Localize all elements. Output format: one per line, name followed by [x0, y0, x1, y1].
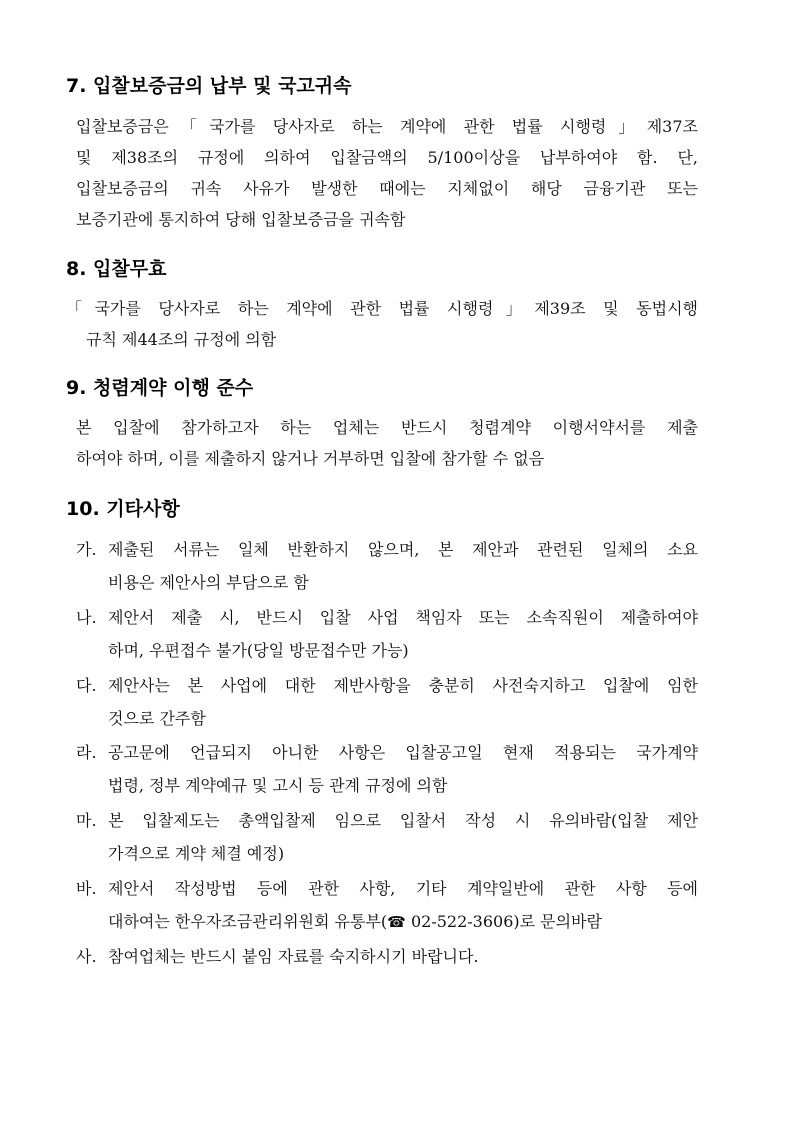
section-8-body [66, 293, 698, 355]
list-item [76, 669, 698, 735]
section-10-title: 10. 기타사항 [66, 498, 180, 520]
section-7-line: 및 제38조의 규정에 의하여 입찰금액의 5/100이상을 납부하여야 함. 단, [76, 148, 698, 167]
section-7-line: 입찰보증금의 귀속 사유가 발생한 때에는 지체없이 해당 금융기관 또는 [76, 179, 698, 198]
list-marker: 라. [76, 743, 97, 762]
list-marker: 가. [76, 540, 97, 559]
section-7-body [76, 111, 698, 235]
list-item-line: 하며, 우편접수 불가(당일 방문접수만 가능) [108, 641, 409, 660]
phone-number: 02-522-3606)로 문의바람 [410, 912, 602, 931]
list-item-line: 본 입찰제도는 총액입찰제 임으로 입찰서 작성 시 유의바람(입찰 제안 [108, 811, 698, 830]
section-8-line: 규칙 제44조의 규정에 의함 [86, 330, 277, 349]
section-7-line: 입찰보증금은「국가를 당사자로 하는 계약에 관한 법률 시행령」제37조 [76, 117, 698, 136]
list-item-line: 제안서 작성방법 등에 관한 사항, 기타 계약일반에 관한 사항 등에 [108, 879, 698, 898]
section-9-body [76, 412, 698, 474]
list-item [76, 601, 698, 667]
phone-icon: ☎ [387, 913, 406, 931]
section-9-line: 하여야 하며, 이를 제출하지 않거나 거부하면 입찰에 참가할 수 없음 [76, 449, 545, 468]
section-8-line: 「국가를 당사자로 하는 계약에 관한 법률 시행령」제39조 및 동법시행 [66, 299, 698, 318]
list-item [76, 940, 698, 973]
list-item [76, 804, 698, 870]
list-marker: 사. [76, 947, 97, 966]
section-7-title: 7. 입찰보증금의 납부 및 국고귀속 [66, 75, 352, 97]
list-item-line: 공고문에 언급되지 아니한 사항은 입찰공고일 현재 적용되는 국가계약 [108, 743, 698, 762]
list-item-line: 것으로 간주함 [108, 709, 206, 728]
list-item-line: 법령, 정부 계약예규 및 고시 등 관계 규정에 의함 [108, 776, 448, 795]
list-item-line: 비용은 제안사의 부담으로 함 [108, 573, 309, 592]
list-item [76, 872, 698, 939]
list-item-line: 제안서 제출 시, 반드시 입찰 사업 책임자 또는 소속직원이 제출하여야 [108, 608, 698, 627]
list-marker: 마. [76, 811, 97, 830]
section-7-line: 보증기관에 통지하여 당해 입찰보증금을 귀속함 [76, 210, 406, 229]
list-marker: 바. [76, 879, 97, 898]
list-item-line [108, 905, 698, 939]
list-item-line: 참여업체는 반드시 붙임 자료를 숙지하시기 바랍니다. [108, 947, 479, 966]
section-9-line: 본 입찰에 참가하고자 하는 업체는 반드시 청렴계약 이행서약서를 제출 [76, 418, 698, 437]
list-marker: 다. [76, 676, 97, 695]
list-marker: 나. [76, 608, 97, 627]
list-item [76, 736, 698, 802]
list-item-line: 제안사는 본 사업에 대한 제반사항을 충분히 사전숙지하고 입찰에 임한 [108, 676, 698, 695]
section-9-title: 9. 청렴계약 이행 준수 [66, 377, 254, 399]
section-8-title: 8. 입찰무효 [66, 258, 167, 280]
list-item [76, 533, 698, 599]
list-item-line: 가격으로 계약 체결 예정) [108, 844, 285, 863]
list-item-text: 대하여는 한우자조금관리위원회 유통부( [108, 912, 388, 931]
list-item-line: 제출된 서류는 일체 반환하지 않으며, 본 제안과 관련된 일체의 소요 [108, 540, 698, 559]
